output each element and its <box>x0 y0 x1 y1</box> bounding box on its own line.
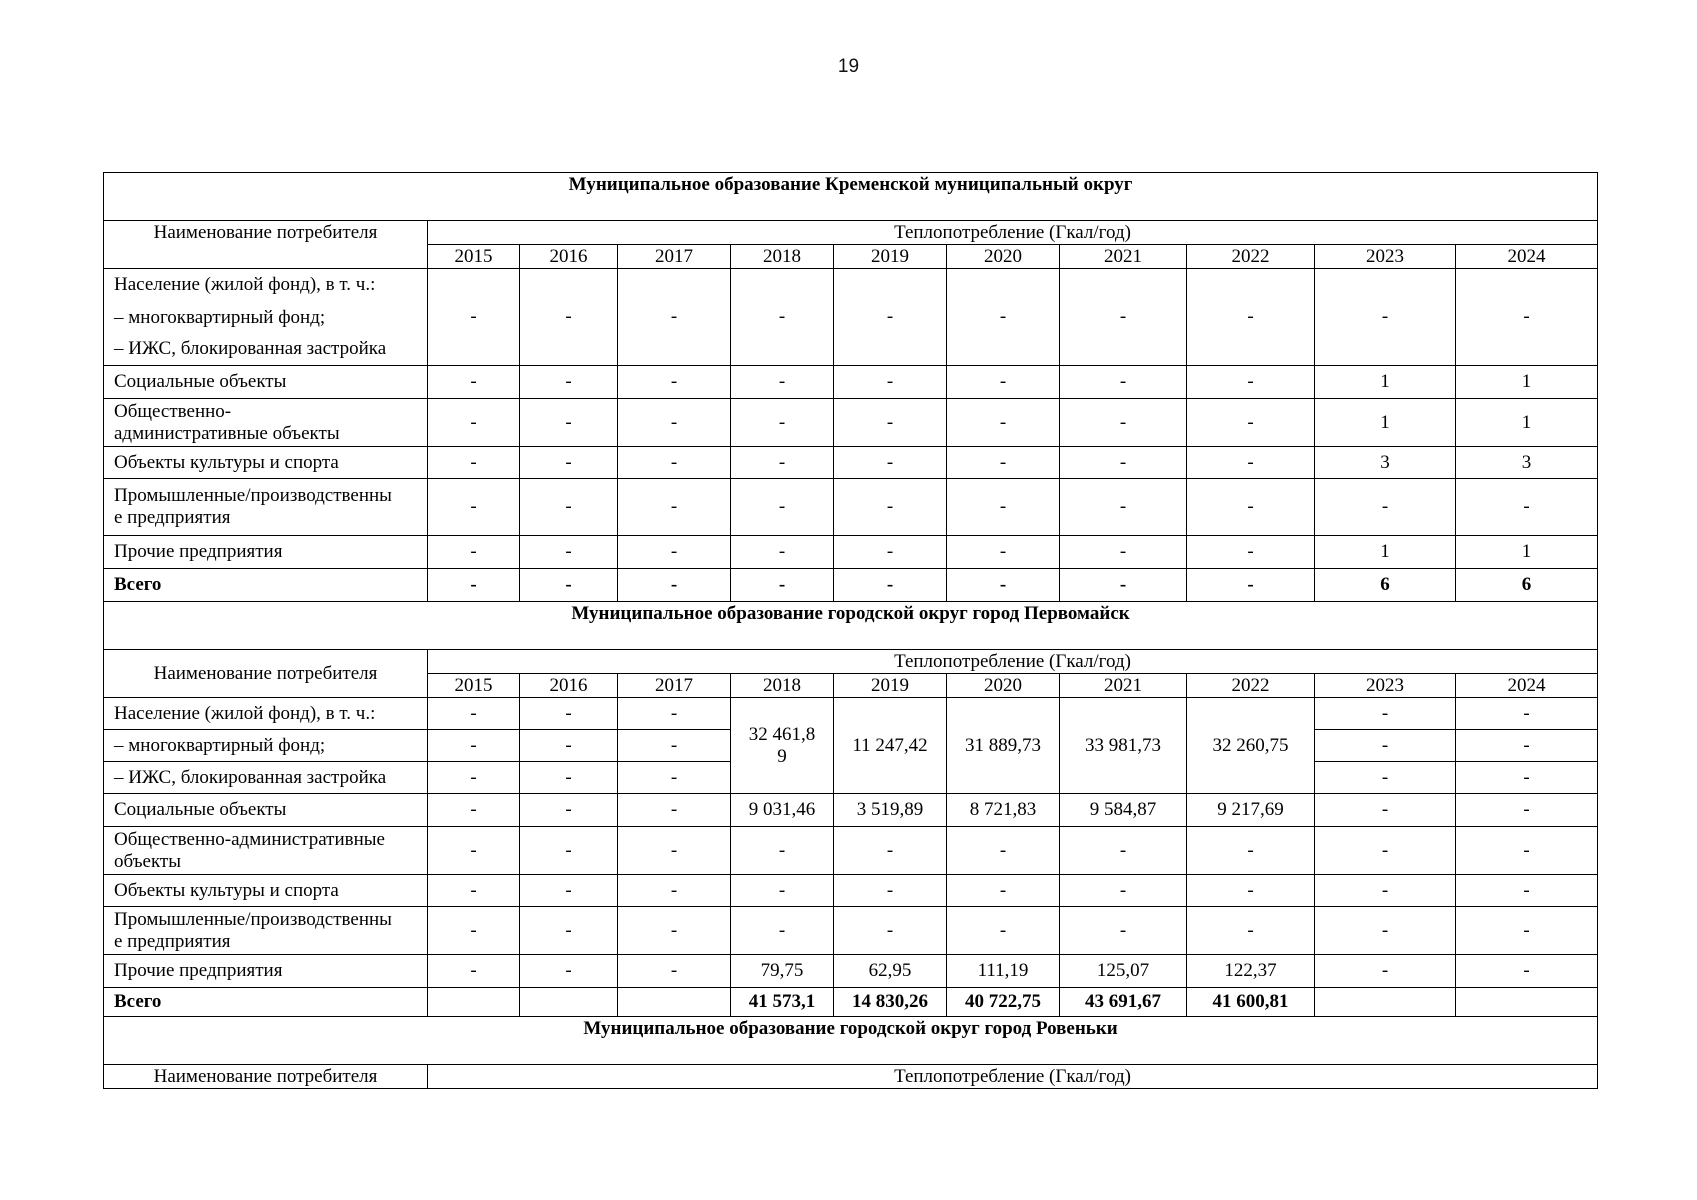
value-cell: 125,07 <box>1060 955 1187 988</box>
year-header: 2023 <box>1315 674 1456 698</box>
section-title: Муниципальное образование Кременской муниципальный округ <box>104 173 1598 221</box>
total-value-cell <box>1456 988 1598 1017</box>
value-cell: - <box>834 399 947 447</box>
total-value-cell: - <box>520 569 618 602</box>
value-cell: - <box>731 907 834 955</box>
value-cell: 9 031,46 <box>731 794 834 827</box>
total-value-cell: 41 600,81 <box>1187 988 1315 1017</box>
value-cell: - <box>1456 794 1598 827</box>
year-header: 2022 <box>1187 674 1315 698</box>
value-cell: - <box>428 269 520 366</box>
value-cell: - <box>731 447 834 479</box>
year-header: 2015 <box>428 245 520 269</box>
value-cell: 11 247,42 <box>834 698 947 794</box>
total-value-cell: - <box>1060 569 1187 602</box>
value-cell: - <box>520 794 618 827</box>
value-cell: - <box>1456 955 1598 988</box>
total-value-cell: 40 722,75 <box>947 988 1060 1017</box>
value-cell: - <box>1187 479 1315 536</box>
value-cell: - <box>1315 827 1456 875</box>
value-cell: - <box>428 907 520 955</box>
heat-consumption-table <box>103 172 1598 1089</box>
value-cell: - <box>1456 479 1598 536</box>
value-cell: - <box>520 907 618 955</box>
value-cell: 32 260,75 <box>1187 698 1315 794</box>
value-cell: - <box>1315 794 1456 827</box>
value-cell: - <box>947 269 1060 366</box>
value-cell: - <box>520 827 618 875</box>
value-cell: - <box>618 447 731 479</box>
value-cell: - <box>1315 875 1456 907</box>
row-label: Прочие предприятия <box>104 536 428 569</box>
row-label: Общественно-административные объекты <box>104 827 428 875</box>
value-cell: - <box>520 955 618 988</box>
table-row <box>104 602 1598 650</box>
table-row <box>104 794 1598 827</box>
table-row <box>104 988 1598 1017</box>
heat-header: Теплопотребление (Гкал/год) <box>428 1065 1598 1089</box>
value-cell: 79,75 <box>731 955 834 988</box>
table-row <box>104 173 1598 221</box>
table-row <box>104 827 1598 875</box>
value-cell: - <box>731 269 834 366</box>
value-cell: - <box>1060 875 1187 907</box>
value-cell: - <box>1187 366 1315 399</box>
total-value-cell: - <box>834 569 947 602</box>
row-label: Прочие предприятия <box>104 955 428 988</box>
value-cell: - <box>428 399 520 447</box>
table-row <box>104 536 1598 569</box>
value-cell: - <box>834 479 947 536</box>
value-cell: - <box>1187 536 1315 569</box>
total-value-cell: - <box>428 569 520 602</box>
table-row <box>104 399 1598 447</box>
value-cell: - <box>731 399 834 447</box>
table-row <box>104 955 1598 988</box>
total-value-cell: - <box>947 569 1060 602</box>
value-cell: - <box>1315 479 1456 536</box>
value-cell: - <box>731 875 834 907</box>
table-row <box>104 875 1598 907</box>
year-header: 2024 <box>1456 674 1598 698</box>
value-cell: 1 <box>1315 366 1456 399</box>
consumer-header: Наименование потребителя <box>104 1065 428 1089</box>
value-cell: - <box>1456 698 1598 730</box>
table-row <box>104 447 1598 479</box>
value-cell: - <box>520 875 618 907</box>
value-cell: - <box>1060 269 1187 366</box>
value-cell: - <box>834 827 947 875</box>
value-cell: - <box>947 536 1060 569</box>
table-row <box>104 221 1598 245</box>
year-header: 2018 <box>731 674 834 698</box>
value-cell: - <box>618 366 731 399</box>
value-cell: - <box>1060 399 1187 447</box>
value-cell: - <box>1187 827 1315 875</box>
table-row <box>104 245 1598 269</box>
value-cell: - <box>834 536 947 569</box>
value-cell: - <box>731 827 834 875</box>
value-cell: - <box>1456 269 1598 366</box>
value-cell: - <box>834 447 947 479</box>
value-cell: 111,19 <box>947 955 1060 988</box>
value-cell: - <box>834 907 947 955</box>
value-cell: - <box>520 269 618 366</box>
value-cell: - <box>618 536 731 569</box>
total-value-cell: 6 <box>1456 569 1598 602</box>
table-row <box>104 1065 1598 1089</box>
value-cell: - <box>428 479 520 536</box>
value-cell: - <box>618 730 731 762</box>
value-cell: - <box>1315 762 1456 794</box>
section-title: Муниципальное образование городской округ город Ровеньки <box>104 1017 1598 1065</box>
value-cell: - <box>618 698 731 730</box>
value-cell: 1 <box>1456 366 1598 399</box>
value-cell: - <box>618 955 731 988</box>
row-label: Общественно- административные объекты <box>104 399 428 447</box>
value-cell: - <box>947 907 1060 955</box>
year-header: 2023 <box>1315 245 1456 269</box>
value-cell: - <box>1187 875 1315 907</box>
row-label: Промышленные/производственны е предприятия <box>104 479 428 536</box>
value-cell: - <box>618 269 731 366</box>
row-label: Объекты культуры и спорта <box>104 447 428 479</box>
consumer-header: Наименование потребителя <box>104 221 428 245</box>
value-cell: - <box>428 875 520 907</box>
total-label: Всего <box>104 569 428 602</box>
apartment-label: – многоквартирный фонд; <box>104 302 428 334</box>
value-cell: - <box>520 536 618 569</box>
total-value-cell <box>618 988 731 1017</box>
value-cell: 31 889,73 <box>947 698 1060 794</box>
value-cell: - <box>428 536 520 569</box>
table-row <box>104 907 1598 955</box>
row-label: Социальные объекты <box>104 794 428 827</box>
value-cell: - <box>520 366 618 399</box>
table-row <box>104 366 1598 399</box>
value-cell: - <box>834 366 947 399</box>
value-cell: - <box>428 762 520 794</box>
value-cell: - <box>428 955 520 988</box>
year-header: 2022 <box>1187 245 1315 269</box>
value-cell: - <box>1060 907 1187 955</box>
row-label: Социальные объекты <box>104 366 428 399</box>
value-cell: - <box>1060 366 1187 399</box>
value-cell: - <box>1187 447 1315 479</box>
value-cell: - <box>428 366 520 399</box>
year-header: 2017 <box>618 674 731 698</box>
value-cell: 3 <box>1456 447 1598 479</box>
year-header: 2016 <box>520 245 618 269</box>
value-cell: 122,37 <box>1187 955 1315 988</box>
value-cell: - <box>428 827 520 875</box>
table-row <box>104 269 1598 302</box>
value-cell: - <box>428 698 520 730</box>
total-value-cell: 43 691,67 <box>1060 988 1187 1017</box>
value-cell: 3 <box>1315 447 1456 479</box>
value-cell: 1 <box>1315 536 1456 569</box>
value-cell: - <box>834 269 947 366</box>
value-cell: 3 519,89 <box>834 794 947 827</box>
population-label: Население (жилой фонд), в т. ч.: <box>104 698 428 730</box>
empty-header-cell <box>104 245 428 269</box>
total-value-cell: 14 830,26 <box>834 988 947 1017</box>
individual-housing-label: – ИЖС, блокированная застройка <box>104 762 428 794</box>
value-cell: - <box>428 447 520 479</box>
value-cell: - <box>1315 269 1456 366</box>
value-cell: - <box>520 698 618 730</box>
value-cell: - <box>947 366 1060 399</box>
value-cell: - <box>1456 762 1598 794</box>
value-cell: 62,95 <box>834 955 947 988</box>
table-row <box>104 698 1598 730</box>
total-value-cell: 41 573,1 <box>731 988 834 1017</box>
value-cell: 9 584,87 <box>1060 794 1187 827</box>
section-title: Муниципальное образование городской округ город Первомайск <box>104 602 1598 650</box>
total-value-cell: - <box>1187 569 1315 602</box>
value-cell: 8 721,83 <box>947 794 1060 827</box>
heat-header: Теплопотребление (Гкал/год) <box>428 221 1598 245</box>
population-label: Население (жилой фонд), в т. ч.: <box>104 269 428 302</box>
apartment-label: – многоквартирный фонд; <box>104 730 428 762</box>
value-cell: 1 <box>1456 399 1598 447</box>
page-number: 19 <box>837 56 860 77</box>
consumer-header: Наименование потребителя <box>104 650 428 698</box>
value-cell: 9 217,69 <box>1187 794 1315 827</box>
year-header: 2019 <box>834 245 947 269</box>
value-cell: - <box>1315 907 1456 955</box>
individual-housing-label: – ИЖС, блокированная застройка <box>104 334 428 366</box>
table-row <box>104 650 1598 674</box>
value-cell: - <box>618 762 731 794</box>
total-value-cell <box>428 988 520 1017</box>
value-cell: - <box>1060 827 1187 875</box>
value-cell: - <box>520 399 618 447</box>
year-header: 2020 <box>947 245 1060 269</box>
value-cell: - <box>1060 536 1187 569</box>
year-header: 2024 <box>1456 245 1598 269</box>
value-cell: - <box>1060 479 1187 536</box>
value-cell: - <box>1456 730 1598 762</box>
value-cell: - <box>618 479 731 536</box>
value-cell: - <box>1187 399 1315 447</box>
value-cell: - <box>1187 269 1315 366</box>
heat-header: Теплопотребление (Гкал/год) <box>428 650 1598 674</box>
value-cell: - <box>731 536 834 569</box>
table-row <box>104 569 1598 602</box>
year-header: 2019 <box>834 674 947 698</box>
value-cell: - <box>947 399 1060 447</box>
value-cell: - <box>428 794 520 827</box>
year-header: 2015 <box>428 674 520 698</box>
value-cell: - <box>1456 827 1598 875</box>
table-row <box>104 1017 1598 1065</box>
value-cell: - <box>947 827 1060 875</box>
year-header: 2018 <box>731 245 834 269</box>
value-cell: - <box>520 479 618 536</box>
value-cell: - <box>947 479 1060 536</box>
year-header: 2020 <box>947 674 1060 698</box>
total-label: Всего <box>104 988 428 1017</box>
total-value-cell: - <box>731 569 834 602</box>
value-cell: 1 <box>1456 536 1598 569</box>
row-label: Промышленные/производственны е предприятия <box>104 907 428 955</box>
value-cell: - <box>1456 875 1598 907</box>
value-cell: - <box>428 730 520 762</box>
total-value-cell: - <box>618 569 731 602</box>
total-value-cell <box>1315 988 1456 1017</box>
value-cell: - <box>618 827 731 875</box>
value-cell: - <box>618 875 731 907</box>
value-cell: - <box>947 875 1060 907</box>
value-cell: - <box>947 447 1060 479</box>
year-header: 2021 <box>1060 674 1187 698</box>
value-cell: - <box>618 907 731 955</box>
value-cell: - <box>1456 907 1598 955</box>
year-header: 2016 <box>520 674 618 698</box>
value-cell: 1 <box>1315 399 1456 447</box>
value-cell: - <box>1060 447 1187 479</box>
value-cell: - <box>1315 955 1456 988</box>
value-cell: - <box>520 730 618 762</box>
row-label: Объекты культуры и спорта <box>104 875 428 907</box>
value-cell: - <box>731 366 834 399</box>
value-cell: - <box>520 447 618 479</box>
table-row <box>104 479 1598 536</box>
value-cell: - <box>1187 907 1315 955</box>
value-cell: 32 461,8 9 <box>731 698 834 794</box>
total-value-cell <box>520 988 618 1017</box>
total-value-cell: 6 <box>1315 569 1456 602</box>
value-cell: - <box>731 479 834 536</box>
value-cell: - <box>1315 698 1456 730</box>
value-cell: - <box>834 875 947 907</box>
value-cell: - <box>520 762 618 794</box>
value-cell: - <box>1315 730 1456 762</box>
year-header: 2021 <box>1060 245 1187 269</box>
year-header: 2017 <box>618 245 731 269</box>
value-cell: 33 981,73 <box>1060 698 1187 794</box>
value-cell: - <box>618 399 731 447</box>
value-cell: - <box>618 794 731 827</box>
